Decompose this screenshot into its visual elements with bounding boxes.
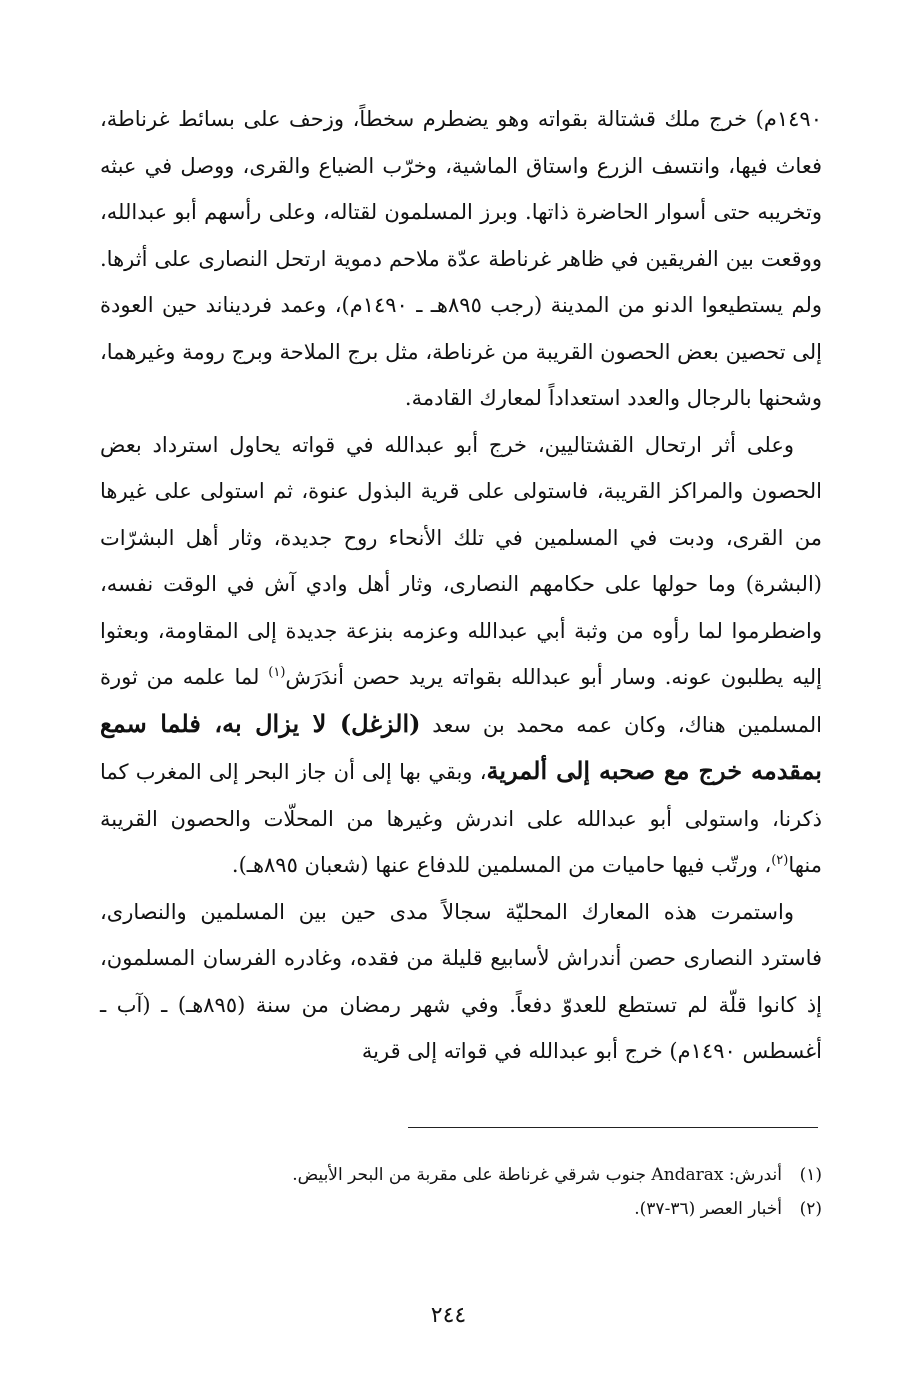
- paragraph-2-text-b: لما علمه من ثورة المسلمين هناك، وكان عمه محمد بن سعد: [100, 665, 822, 737]
- footnotes: [100, 1158, 822, 1226]
- footnote-1: [100, 1158, 822, 1192]
- footnote-2-text: أخبار العصر (٣٦-٣٧).: [634, 1199, 782, 1219]
- paragraph-3: واستمرت هذه المعارك المحليّة سجالاً مدى حين بين المسلمين والنصارى، فاسترد النصارى حصن أندراش لأسابيع قليلة من فقده، وغادره الفرسان المسلمون، إذ كانوا قلّة لم تستطع للعدوّ دفعاً. وفي شهر رمضان من سنة (٨٩٥هـ) ـ (آب ـ أغسطس ١٤٩٠م) خرج أبو عبدالله في قواته إلى قرية: [100, 899, 823, 1063]
- footnote-2: [100, 1192, 822, 1226]
- paragraph-2-text-a: وعلى أثر ارتحال القشتاليين، خرج أبو عبدالله في قواته يحاول استرداد بعض الحصون والمراكز القريبة، فاستولى على قرية البذول عنوة، ثم استولى على غيرها من القرى، ودبت في المسلمين في تلك الأنحاء روح جديدة، وثار أهل البشرّات (البشرة) وما حولها على حكامهم النصارى، وثار أهل وادي آش في الوقت نفسه، واضطرموا لما رأوه من وثبة أبي عبدالله وعزمه بنزعة جديدة إلى المقاومة، وبعثوا إليه يطلبون عونه. وسار أبو عبدالله بقواته يريد حصن أندَرَش: [100, 432, 823, 689]
- page-number: ٢٤٤: [430, 1303, 467, 1328]
- footnote-ref-2: (٢): [771, 853, 789, 868]
- paragraph-2-bold-text: (الزغل) لا يزال به، فلما سمع بمقدمه خرج مع صحبه إلى ألمرية: [100, 708, 822, 785]
- footnote-ref-1: (١): [268, 665, 286, 680]
- footnote-1-text: أندرش: Andarax جنوب شرقي غرناطة على مقربة من البحر الأبيض.: [292, 1165, 782, 1185]
- paragraph-2: [100, 422, 822, 889]
- footnote-1-number: (١): [799, 1165, 822, 1185]
- paragraph-2-text-c: ، وبقي بها إلى أن جاز البحر إلى المغرب كما ذكرنا، واستولى أبو عبدالله على اندرش وغيرها من المحلّات والحصون القريبة منها: [100, 760, 822, 877]
- body-text: [100, 96, 822, 1075]
- paragraph-2-text-d: ، ورتّب فيها حاميات من المسلمين للدفاع عنها (شعبان ٨٩٥هـ).: [231, 853, 772, 877]
- paragraph-1: ١٤٩٠م) خرج ملك قشتالة بقواته وهو يضطرم سخطاً، وزحف على بسائط غرناطة، فعاث فيها، وانتسف الزرع واستاق الماشية، وخرّب الضياع والقرى، ووصل في عبثه وتخريبه حتى أسوار الحاضرة ذاتها. وبرز المسلمون لقتاله، وعلى رأسهم أبو عبدالله، ووقعت بين الفريقين في ظاهر غرناطة عدّة ملاحم دموية ارتحل النصارى على أثرها. ولم يستطيعوا الدنو من المدينة (رجب ٨٩٥هـ ـ ١٤٩٠م)، وعمد فرديناند حين العودة إلى تحصين بعض الحصون القريبة من غرناطة، مثل برج الملاحة وبرج رومة وغيرهما، وشحنها بالرجال والعدد استعداداً لمعارك القادمة.: [100, 107, 823, 410]
- footnote-2-number: (٢): [799, 1199, 822, 1219]
- footnote-divider: [408, 1127, 818, 1128]
